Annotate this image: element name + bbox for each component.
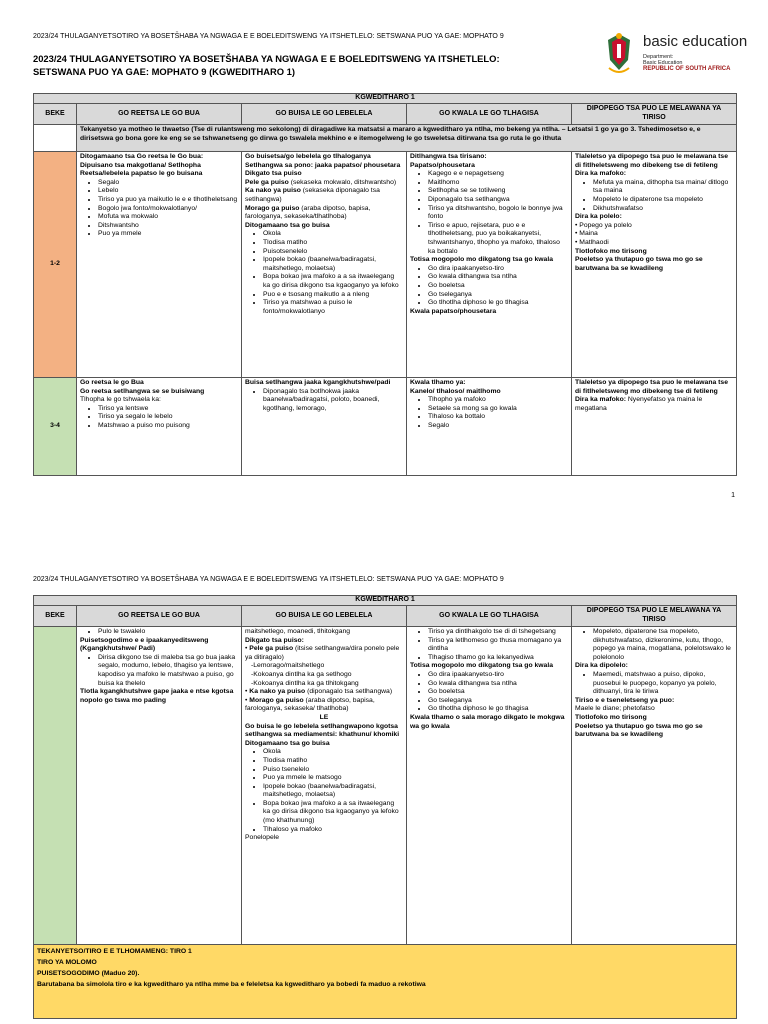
list-item: • Setaele sa mong sa go kwala [428,405,568,414]
list-item: • Mofuta wa mokwalo [98,213,238,222]
cell-text: Kwala tlhamo ya: [410,379,466,386]
cell-text: Puisetsogodimo e e ipaakanyeditsweng [80,636,209,644]
intro-text: Tekanyetso ya motheo le tlwaetso (Tse di rulantsweng mo sekolong) di diragadiwe ka matsatsi a mararo a kgweditharo ya ntlha, mo bekeng ya ntlha. – Letsatsi 1 go ya go 3. Tshedimosetso e, e dirisetswa go bona gore ke eng se se tshwanetseng go dirwa go tswalela mekhino e e itemogelweng le go tsweletsa ditirwana tsa go ruta le go ithuta [77,125,737,152]
list-cont-dipopego-2 [575,671,733,697]
logo-dept-name: Basic Education [643,60,683,66]
cell-text: Totisa mogopolo mo dikgatong tsa go kwala [410,662,553,670]
cell-text: Tlhopha le go tshwaela ka: [80,396,161,404]
cell-text: Go buisa le go lebelela setlhangwapono kgotsa setlhangwa sa mediamentsi: khathunu/ khomiki [245,722,400,739]
col-header-dipopego: DIPOPEGO TSA PUO LE MELAWANA YA TIRISO [572,104,737,125]
cell-3-4-buisa [242,378,407,476]
dbe-logo [604,30,754,80]
document-title [33,52,553,78]
beke-3-4: 3-4 [34,378,77,476]
cell-1-2-kwala [407,152,572,378]
list-3-4-buisa [245,388,403,414]
cell-text: -Kokoanya dintlha ka ga setlhogo [251,670,352,678]
list-1-2-kwala [410,170,568,256]
cell-text: Popego ya polelo [579,221,632,229]
list-item: • Ditshwantsho [98,222,238,231]
cell-text: • Popego ya polelo [575,221,632,229]
list-item: • Dirisa dikgono tse di maleba tsa go bua jaaka segalo, modumo, lebelo, tlhagiso ya lentswe, kapodiso ya mafoko le matshwao a puiso, go buisa ka thelelo [98,654,238,688]
list-item: • Tlodisa matlho [263,239,403,248]
col-header-reetsa: GO REETSA LE GO BUA [77,104,242,125]
list-item: • Mefuta ya maina, dithopha tsa maina/ ditlogo tsa maina [593,179,733,196]
cell-text: (araba dipotso, bapisa, farologanya, sekaseka/tlhatlhoba) [245,204,371,221]
list-item: • Tiriso ya segalo le lebelo [98,413,238,422]
logo-dept: Department: [643,54,674,60]
cell-text: Dikgato tsa puiso [245,170,302,178]
cell-text: (sekaseka mokwalo, ditshwantsho) [288,178,397,186]
list-item: • Go tseleganya [428,697,568,706]
list-cont-kwala-steps [410,671,568,714]
list-item: • Maitlhomo [428,179,568,188]
list-item: • Go boeletsa [428,688,568,697]
list-item: • Tiriso ya matshwao a puiso le fonto/mokwalotlanyo [263,299,403,316]
list-item: • Matshwao a puiso mo puisong [98,422,238,431]
cell-text: • Pele ga puiso (itsise setlhangwa/dira ponelo pele ya ditiragalo) [245,645,400,661]
page-gap [0,510,768,566]
cell-1-2-buisa [242,152,407,378]
list-item: • Mopeleto, dipaterone tsa mopeleto, dikhutshwafatso, dizkeronime, kutu, tlhogo, popego ya maina, mogatlana, polelotswako le polelonolo [593,628,733,662]
list-item: • Go dira ipaakanyetso-tiro [428,265,568,274]
cell-text: Ditogamaano tsa go buisa [245,221,330,229]
list-item: • Tiriso ya lentswe [98,405,238,414]
cell-text: -Kokoanya dintlha ka ga tlhitokgang [251,679,359,687]
col-header-beke: BEKE [34,104,77,125]
col-header-reetsa-2: GO REETSA LE GO BUA [77,606,242,627]
list-cont-reetsa [80,628,238,637]
cell-text: Reetsa/lebelela papatso le go buisana [80,170,203,178]
cell-text: • Maina [575,230,598,238]
list-item: • Okola [263,230,403,239]
title-line-2: SETSWANA PUO YA GAE: MOPHATO 9 (KGWEDITHARO 1) [33,66,295,77]
col-header-kwala: GO KWALA LE GO TLHAGISA [407,104,572,125]
col-header-buisa-2: GO BUISA LE GO LEBELELA [242,606,407,627]
cell-text: • Matlhaodi [575,238,609,246]
curriculum-table-page-1 [33,93,737,476]
cell-3-4-reetsa [77,378,242,476]
cell-text: Ka nako ya puiso [245,187,301,195]
cell-text: Nyenyefatso ya maina le megatlana [575,396,703,412]
list-cont-buisa [245,748,403,834]
cell-text: Pele ga puiso [249,645,294,653]
cell-text [245,205,403,222]
list-item: • Puo e e tsosang maikutlo a a nleng [263,291,403,300]
table-title: KGWEDITHARO 1 [34,94,737,104]
cell-text: LE [319,713,329,721]
list-item: • Bogolo jwa fonto/mokwalotlanyo/ [98,205,238,214]
cell-text: Go buisetsa/go lebelela go tlhaloganya [245,153,371,160]
list-cont-kwala [410,628,568,662]
cell-text [575,396,733,413]
list-1-2-buisa [245,230,403,316]
cell-text: Ponelopele [245,834,280,842]
cell-text: Setlhangwa sa pono: jaaka papatso/ phousetara [245,161,401,169]
cell-text: Dipuisano tsa makgotlana/ Setlhopha [80,161,201,169]
cell-text: Dira ka polelo: [575,213,622,221]
cell-text: Poeletso ya thutapuo go tswa mo go se barutwana ba se kwadileng [575,256,703,272]
list-item: • Go dira ipaakanyetso-tiro [428,671,568,680]
cell-text: Totisa mogopolo mo dikgatong tsa go kwala [410,256,553,264]
cell-3-4-dipopego [572,378,737,476]
footer-line-1: TEKANYETSO/TIRO E E TLHOMAMENG: TIRO 1 [37,948,192,955]
list-item: • Go tlhotlha diphoso le go tlhagisa [428,299,568,308]
footer-line-4: Barutabana ba simolola tiro e ka kgweditharo ya ntlha mme ba e feleletsa ka kgweditharo ya bobedi fa maduo a rekotiwa [37,981,426,988]
list-item: • Tlhopho ya mafoko [428,396,568,405]
running-header: 2023/24 THULAGANYETSOTIRO YA BOSETŠHABA YA NGWAGA E E BOELEDITSWENG YA ITSHETLELO: SETSWANA PUO YA GAE: MOPHATO 9 [33,33,504,40]
list-item: • Segalo [428,422,568,431]
list-1-2-dipopego [575,179,733,213]
curriculum-table-page-2 [33,595,737,1019]
list-item: • Tlhaloso ya mafoko [263,826,403,835]
beke-3-4-cont [34,627,77,945]
cell-text: Dira ka dipolelo: [575,662,628,670]
list-item: • Puo ya mmele [98,230,238,239]
list-item: • Tlhagiso tlhamo go ka lekanyediwa [428,654,568,663]
cell-text: Morago ga puiso [249,696,304,704]
list-cont-dipopego [575,628,733,662]
assessment-footer [34,945,737,1019]
cell-text: Go reetsa setlhangwa se se buisiwang [80,387,205,395]
list-1-2-reetsa [80,179,238,239]
title-line-1: 2023/24 THULAGANYETSOTIRO YA BOSETŠHABA YA NGWAGA E E BOELEDITSWENG YA ITSHETLELO: [33,53,500,64]
cell-text: Kanelo/ tlhaloso/ maitlhomo [410,387,501,395]
cell-text: Maina [579,230,598,238]
cell-text: Dikgato tsa puiso: [245,636,304,644]
col-header-kwala-2: GO KWALA LE GO TLHAGISA [407,606,572,627]
col-header-dipopego-2: DIPOPEGO TSA PUO LE MELAWANA YA TIRISO [572,606,737,627]
list-item: • Pulo le tswalelo [98,628,238,637]
cell-text: Ditogamaano tsa Go reetsa le Go bua: [80,153,204,160]
list-item: • Puiso tsenelelo [263,766,403,775]
cell-text: (diponagalo tsa setlhangwa) [305,688,393,696]
footer-line-2: TIRO YA MOLOMO [37,959,97,966]
cell-1-2-reetsa [77,152,242,378]
list-item: • Setlhopha se se totilweng [428,187,568,196]
cell-3-4-kwala [407,378,572,476]
list-cont-reetsa-2 [80,654,238,688]
cell-text: Buisa setlhangwa jaaka kgangkhutshwe/padi [245,379,391,386]
col-header-beke-2: BEKE [34,606,77,627]
table-title-2: KGWEDITHARO 1 [34,596,737,606]
list-item: • Bopa bokao jwa mafoko a a sa itwaelegang ka go dirisa dikgono tsa kgaoganyo ya lefoko [263,273,403,290]
list-item: • Lebelo [98,187,238,196]
list-item: • Maemedi, matshwao a puiso, dipoko, puosebui le puopego, kopanyo ya polelo, dithuanyi, tira le tiriwa [593,671,733,697]
list-item: • Go kwala dithangwa tsa ntlha [428,273,568,282]
list-item: • Go tlhotlha diphoso le go tlhagisa [428,705,568,714]
cell-text: Tlaleletso ya dipopego tsa puo le melawana tse di fitlheletsweng mo dibekeng tse di fetileng [575,153,728,169]
list-item: • Tiriso e apuo, rejisetara, puo e e tlhotlheletsang, puo ya boikakanyetsi, tshwantshanyo, tlhopho ya mafoko, tlhaloso ka bottalo [428,222,568,256]
running-header-2: 2023/24 THULAGANYETSOTIRO YA BOSETŠHABA YA NGWAGA E E BOELEDITSWENG YA ITSHETLELO: SETSWANA PUO YA GAE: MOPHATO 9 [33,576,504,583]
cell-text: Tlotla kgangkhutshwe gape jaaka e ntse kgotsa nopolo go tswa mo pading [80,688,234,704]
list-item: • Puo ya mmele le matsogo [263,774,403,783]
cell-cont-reetsa [77,627,242,945]
list-item: • Bopa bokao jwa mafoko a a sa itwaelegang ka go dirisa dikgono tsa kgaoganyo ya lefoko (mo khathunung) [263,800,403,826]
logo-country: REPUBLIC OF SOUTH AFRICA [643,66,731,72]
cell-text: Ditogamaano tsa go buisa [245,739,330,747]
cell-text: (Kgangkhutshwe/ Padi) [80,645,156,653]
list-item: • Tiriso ya ditshwantsho, bogolo le bonnye jwa fonto [428,205,568,222]
beke-1-2: 1-2 [34,152,77,378]
cell-cont-buisa [242,627,407,945]
page-1 [0,0,768,510]
cell-cont-kwala [407,627,572,945]
list-item: • Dikhutshwafatso [593,205,733,214]
list-item: • Ipopele bokao (baanelwa/badiragatsi, maitshetlego, molaetsa) [263,783,403,800]
cell-text: maitshetlego, moanedi, tlhitokgang [245,628,351,635]
list-item: • Segalo [98,179,238,188]
list-item: • Tlhaloso ka bottalo [428,413,568,422]
cell-text: Matlhaodi [579,238,609,246]
list-1-2-kwala-steps [410,265,568,308]
list-item: • Ipopele bokao (baanelwa/badiragatsi, maitshetlego, molaetsa) [263,256,403,273]
cell-text: Dira ka mafoko: [575,170,626,178]
list-item: • Tiriso ya dintlhakgolo tse di di tshegetsang [428,628,568,637]
cell-text: Ditlhangwa tsa tirisano: [410,153,487,160]
list-item: • Mopeleto le dipaterone tsa mopeleto [593,196,733,205]
cell-text: Go reetsa le go Bua [80,379,144,386]
cell-text: Tlotlofoko mo tirisong [575,247,647,255]
page-number: 1 [731,492,735,499]
list-3-4-kwala [410,396,568,430]
cell-text: Papatso/phousetara [410,161,475,169]
list-3-4-reetsa [80,405,238,431]
cell-text [245,187,403,204]
cell-text: Tlaleletso ya dipopego tsa puo le melawana tse di fitlheletsweng mo dibekeng tse di fetileng [575,379,728,395]
list-item: • Diponagalo tsa botlhokwa jaaka baanelwa/badiragatsi, poloto, boanedi, kgotlhang, lemorago, [263,388,403,414]
footer-line-3: PUISETSOGODIMO (Maduo 20). [37,970,140,977]
cell-text: -Lemorago/maitshetlego [251,662,325,670]
page-2 [0,566,768,1024]
list-item: • Tiriso ya puo ya maikutlo le e e tlhotlheletsang [98,196,238,205]
list-item: • Go tseleganya [428,291,568,300]
col-header-buisa: GO BUISA LE GO LEBELELA [242,104,407,125]
list-item: • Puisotsenelelo [263,248,403,257]
cell-text: (itsise setlhangwa/dira ponelo pele ya ditiragalo) [245,645,400,661]
cell-text: Ka nako ya puiso [249,688,306,696]
list-item: • Tlodisa matlho [263,757,403,766]
list-item: • Tiriso ya letlhomeso go thusa momagano ya dintlha [428,637,568,654]
cell-text: Kwala tlhamo o sala morago dikgato le mokgwa wa go kwala [410,713,565,730]
cell-text: • Ka nako ya puiso (diponagalo tsa setlhangwa) [245,688,393,696]
cell-text: Poeletso ya thutapuo go tswa mo go se barutwana ba se kwadileng [575,722,703,739]
cell-cont-dipopego [572,627,737,945]
list-item: • Kagego e e nepagetseng [428,170,568,179]
cell-text: Pele ga puiso [245,178,289,186]
list-item: • Go kwala dithangwa tsa ntlha [428,680,568,689]
list-item: • Okola [263,748,403,757]
cell-text: (sekaseka diponagalo tsa setlhangwa) [245,187,380,203]
cell-text: Tiriso e e tseneletseng ya puo: [575,696,675,704]
cell-text: Morago ga puiso [245,204,300,212]
cell-text: Kwala papatso/phousetara [410,307,497,315]
cell-1-2-dipopego [572,152,737,378]
cell-text: Dira ka mafoko: [575,396,626,404]
coat-of-arms-icon [604,30,634,78]
list-item: • Diponagalo tsa setlhangwa [428,196,568,205]
cell-text: Maele le diane; phetofatso [575,705,655,713]
cell-text: • Morago ga puiso (araba dipotso, bapisa, farologanya, sekaseka/ tlhatlhoba) [245,696,375,713]
cell-text: Tlotlofoko mo tirisong [575,713,647,721]
cell-text [245,179,403,188]
logo-brand: basic education [643,33,748,50]
list-item: • Go boeletsa [428,282,568,291]
cell-text: (araba dipotso, bapisa, farologanya, sekaseka/ tlhatlhoba) [245,696,375,713]
